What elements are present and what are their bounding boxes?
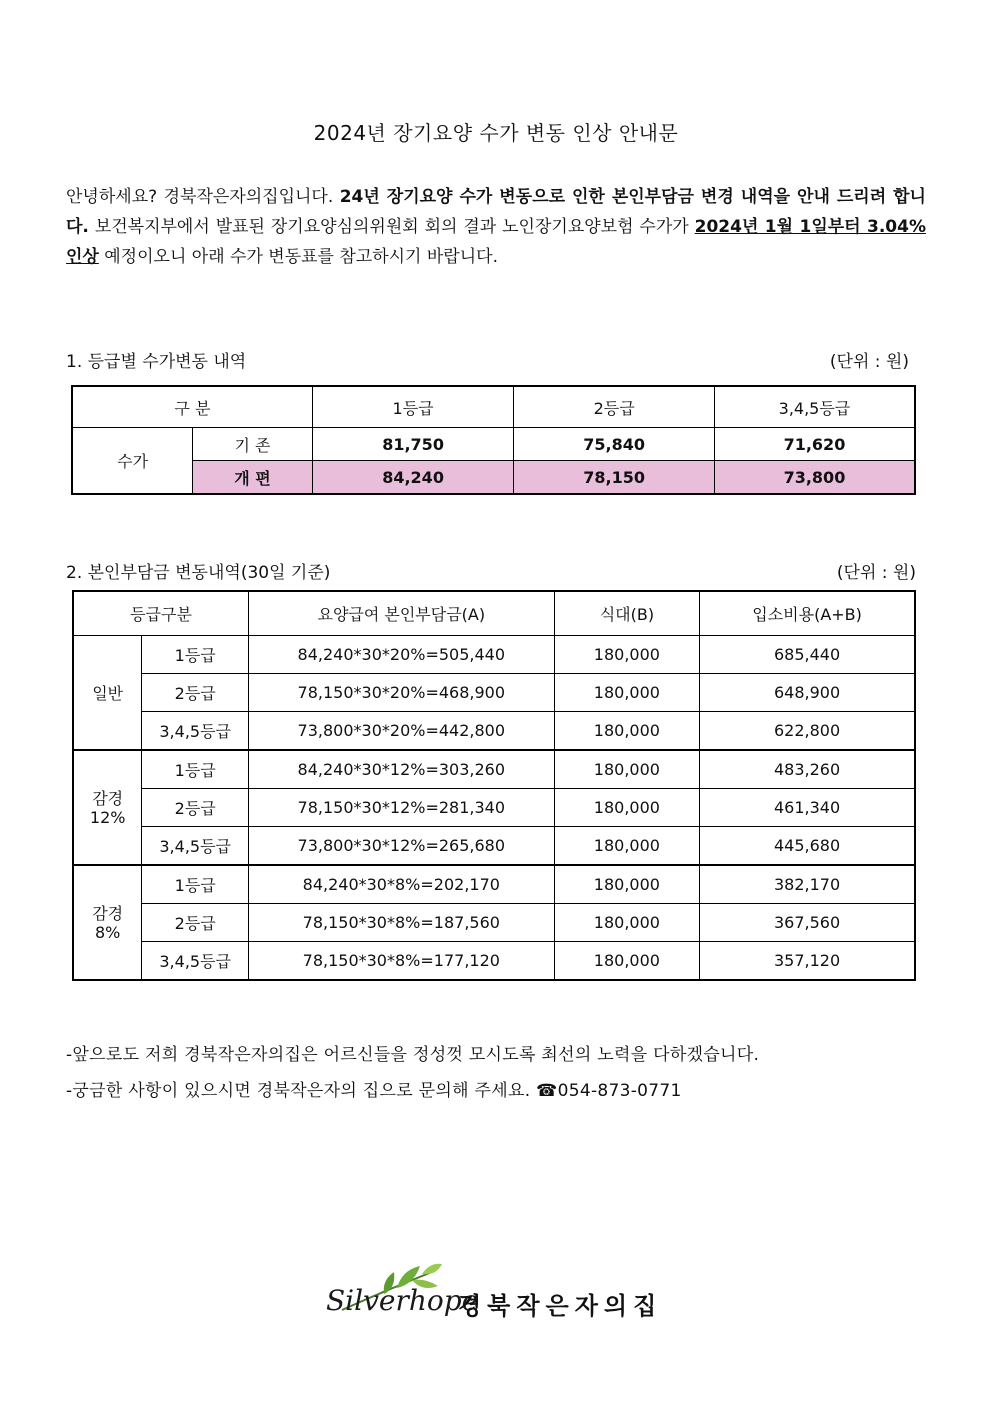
calc-cell: 78,150*30*8%=187,560: [249, 904, 555, 942]
calc-cell: 78,150*30*12%=281,340: [249, 789, 555, 827]
group-label: [73, 636, 142, 751]
phone-number: 054-873-0771: [557, 1081, 682, 1101]
group-label: [73, 750, 142, 865]
table-row: [73, 789, 915, 827]
table-header-row: [72, 386, 915, 428]
header-cell: 입소비용(A+B): [700, 591, 915, 636]
row-label: 개 편: [193, 461, 313, 495]
meal-cell: 180,000: [554, 636, 700, 674]
footer-line-2: [66, 1076, 926, 1101]
calc-cell: 78,150*30*20%=468,900: [249, 674, 555, 712]
meal-cell: 180,000: [554, 904, 700, 942]
grade-cell: 3,4,5등급: [142, 827, 249, 866]
calc-cell: 78,150*30*8%=177,120: [249, 942, 555, 981]
total-cell: 685,440: [700, 636, 915, 674]
grade-cell: 1등급: [142, 750, 249, 789]
table-cell: 78,150: [514, 461, 715, 495]
total-cell: 367,560: [700, 904, 915, 942]
row-group-label: 수가: [72, 428, 193, 495]
table-cell: 84,240: [312, 461, 514, 495]
grade-cell: 3,4,5등급: [142, 712, 249, 751]
meal-cell: 180,000: [554, 789, 700, 827]
table-cell: 75,840: [514, 428, 715, 461]
page-title: 2024년 장기요양 수가 변동 인상 안내문: [313, 121, 679, 145]
intro-bold: 24년 장기요양 수가 변동으로 인한 본인부담금 변경 내역을 안내 드리려 합니다.: [66, 187, 926, 237]
section2-heading: 2. 본인부담금 변동내역(30일 기준): [66, 563, 331, 583]
calc-cell: 84,240*30*20%=505,440: [249, 636, 555, 674]
table-cell: 71,620: [714, 428, 915, 461]
meal-cell: 180,000: [554, 865, 700, 904]
grade-cell: 1등급: [142, 865, 249, 904]
calc-cell: 73,800*30*20%=442,800: [249, 712, 555, 751]
grade-cell: 2등급: [142, 904, 249, 942]
intro-greeting: 안녕하세요? 경북작은자의집입니다.: [66, 187, 340, 207]
calc-cell: 73,800*30*12%=265,680: [249, 827, 555, 866]
total-cell: 445,680: [700, 827, 915, 866]
grade-cell: 2등급: [142, 789, 249, 827]
grade-cell: 2등급: [142, 674, 249, 712]
footer-line-2-text: -궁금한 사항이 있으시면 경북작은자의 집으로 문의해 주세요.: [66, 1081, 537, 1101]
total-cell: 483,260: [700, 750, 915, 789]
table-header-row: [73, 591, 915, 636]
table-cell: 81,750: [312, 428, 514, 461]
intro-paragraph: [66, 182, 926, 272]
section2-header: [66, 558, 916, 583]
section1-heading: 1. 등급별 수가변동 내역: [66, 352, 247, 372]
section1-header: [66, 347, 909, 372]
table-row: [72, 428, 915, 461]
table-row: [73, 636, 915, 674]
intro-end: 예정이오니 아래 수가 변동표를 참고하시기 바랍니다.: [98, 247, 498, 267]
table-row: [72, 461, 915, 495]
table-row: [73, 942, 915, 981]
grade-cell: 3,4,5등급: [142, 942, 249, 981]
fee-change-table: [71, 385, 916, 495]
meal-cell: 180,000: [554, 750, 700, 789]
group-sublabel: 12%: [89, 807, 126, 827]
header-cell: 식대(B): [554, 591, 700, 636]
footer-line-1: -앞으로도 저희 경북작은자의집은 어르신들을 정성껏 모시도록 최선의 노력을 다하겠습니다.: [66, 1045, 760, 1065]
calc-cell: 84,240*30*12%=303,260: [249, 750, 555, 789]
table-row: [73, 750, 915, 789]
total-cell: 622,800: [700, 712, 915, 751]
table-row: [73, 904, 915, 942]
intro-underline: 2024년 1월 1일부터 3.04% 인상: [66, 217, 926, 267]
total-cell: 357,120: [700, 942, 915, 981]
header-cell: 등급구분: [73, 591, 249, 636]
table-row: [73, 865, 915, 904]
intro-body: 보건복지부에서 발표된 장기요양심의위원회 회의 결과 노인장기요양보험 수가가: [88, 217, 695, 237]
group-label: [73, 865, 142, 980]
logo-name: 경북작은자의집: [458, 1291, 663, 1320]
table-cell: 73,800: [714, 461, 915, 495]
table-row: [73, 827, 915, 866]
section1-unit: (단위 : 원): [829, 352, 909, 372]
header-cell: 요양급여 본인부담금(A): [249, 591, 555, 636]
phone-icon: ☎: [536, 1081, 558, 1101]
header-cell: 2등급: [514, 386, 715, 428]
group-label-text: 감경: [92, 903, 124, 923]
meal-cell: 180,000: [554, 712, 700, 751]
total-cell: 461,340: [700, 789, 915, 827]
logo-script: Silverhope: [326, 1284, 479, 1317]
total-cell: 382,170: [700, 865, 915, 904]
header-cell: 구 분: [72, 386, 312, 428]
group-sublabel: 8%: [94, 922, 121, 942]
table-row: [73, 712, 915, 751]
copay-table: [72, 590, 916, 981]
group-label-text: 감경: [92, 788, 124, 808]
logo: [322, 1262, 682, 1332]
calc-cell: 84,240*30*8%=202,170: [249, 865, 555, 904]
total-cell: 648,900: [700, 674, 915, 712]
section2-unit: (단위 : 원): [836, 563, 916, 583]
row-label: 기 존: [193, 428, 313, 461]
grade-cell: 1등급: [142, 636, 249, 674]
table-row: [73, 674, 915, 712]
group-label-text: 일반: [92, 684, 124, 703]
meal-cell: 180,000: [554, 827, 700, 866]
meal-cell: 180,000: [554, 942, 700, 981]
meal-cell: 180,000: [554, 674, 700, 712]
header-cell: 3,4,5등급: [714, 386, 915, 428]
header-cell: 1등급: [312, 386, 514, 428]
